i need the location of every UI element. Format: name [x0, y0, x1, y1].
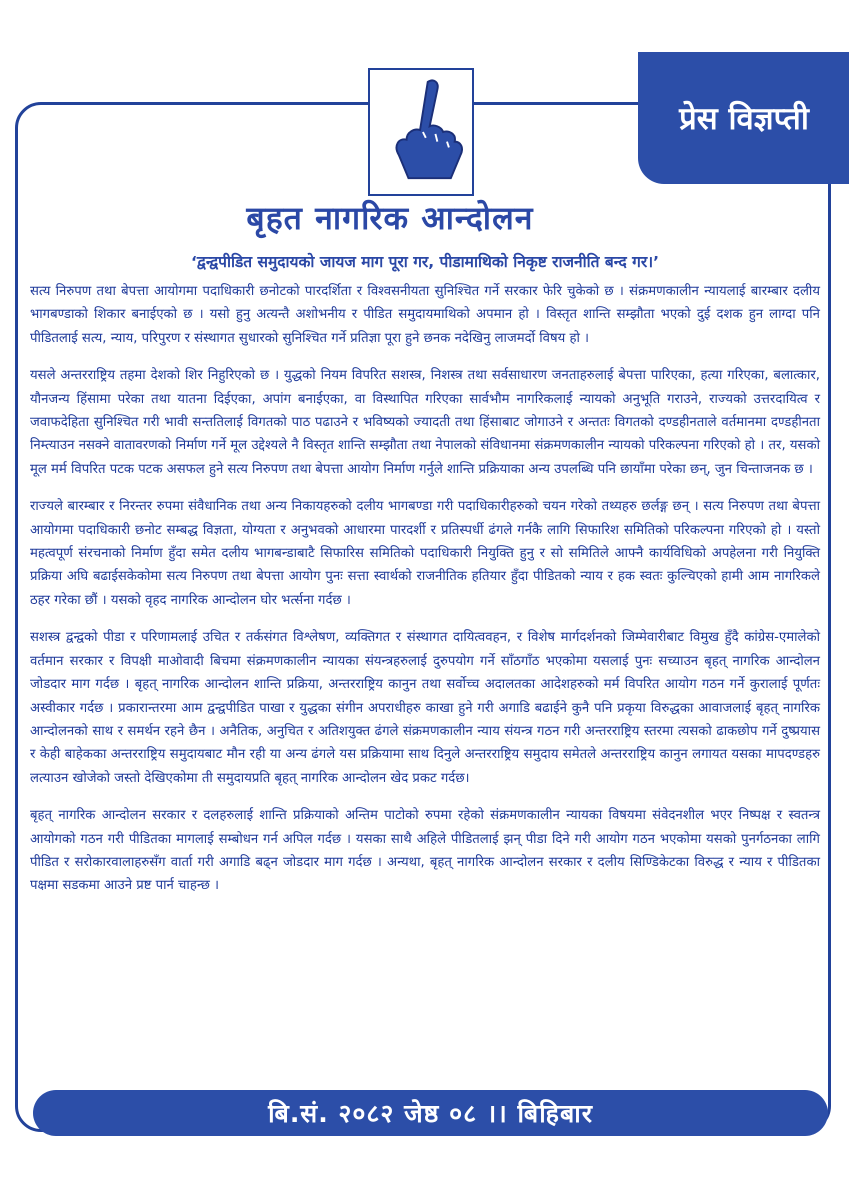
- press-release-badge: [638, 52, 849, 184]
- paragraph-4: सशस्त्र द्वन्द्वको पीडा र परिणामलाई उचित र तर्कसंगत विश्लेषण, व्यक्तिगत र संस्थागत दायित्ववहन, र विशेष मार्गदर्शनको जिम्मेवारीबाट विमुख हुँदै कांग्रेस-एमालेको वर्तमान सरकार र विपक्षी माओवादी बिचमा संक्रमणकालीन न्यायका संयन्त्रहरुलाई दुरुपयोग गर्ने साँठगाँठ भएकोमा यसलाई पुनः सच्याउन बृहत् नागरिक आन्दोलन जोडदार माग गर्दछ । बृहत् नागरिक आन्दोलन शान्ति प्रक्रिया, अन्तरराष्ट्रिय कानुन तथा सर्वोच्च अदालतका आदेशहरुको मर्म विपरित आयोग गठन गर्ने कुरालाई पूर्णतः अस्वीकार गर्दछ । प्रकारान्तरमा आम द्वन्द्वपीडित पाखा र युद्धका संगीन अपराधीहरु काखा हुने गरी अगाडि बढाईने कुनै पनि प्रकृया विरुद्धका आवाजलाई बृहत् नागरिक आन्दोलनको साथ र समर्थन रहने छैन । अनैतिक, अनुचित र अतिशयुक्त ढंगले संक्रमणकालीन न्याय संयन्त्र गठन गरी अन्तरराष्ट्रिय स्तरमा त्यसको ढाकछोप गर्ने दुष्प्रयास र केही बाहेकका अन्तरराष्ट्रिय समुदायबाट मौन रही या अन्य ढंगले यस प्रक्रियामा साथ दिनुले अन्तरराष्ट्रिय समुदाय समेतले अन्तरराष्ट्रिय कानुन लगायत यसका मापदण्डहरु लत्याउन खोजेको जस्तो देखिएकोमा ती समुदायप्रति बृहत् नागरिक आन्दोलन खेद प्रकट गर्दछ।: [30, 630, 820, 786]
- date-text: बि.सं. २०८२ जेष्ठ ०८ ।। बिहिबार: [268, 1099, 593, 1128]
- page-title: बृहत नागरिक आन्दोलन: [246, 199, 534, 237]
- slogan: ‘द्वन्द्वपीडित समुदायको जायज माग पूरा गर, पीडामाथिको निकृष्ट राजनीति बन्द गर।’: [191, 253, 659, 271]
- paragraph-5: बृहत् नागरिक आन्दोलन सरकार र दलहरुलाई शान्ति प्रक्रियाको अन्तिम पाटोको रुपमा रहेको संक्रमणकालीन न्यायका विषयमा संवेदनशील भएर निष्पक्ष र स्वतन्त्र आयोगको गठन गरी पीडितका मागलाई सम्बोधन गर्न अपिल गर्दछ । यसका साथै अहिले पीडितलाई झन् पीडा दिने गरी आयोग गठन भएकोमा यसको पुनर्गठनका लागि पीडित र सरोकारवालाहरुसँग वार्ता गरी अगाडि बढ्न जोडदार माग गर्दछ । अन्यथा, बृहत् नागरिक आन्दोलन सरकार र दलीय सिण्डिकेटका विरुद्ध र न्याय र पीडितका पक्षमा सडकमा आउने प्रष्ट पार्न चाहन्छ ।: [30, 808, 820, 894]
- date-bar: [33, 1090, 828, 1136]
- paragraph-3: राज्यले बारम्बार र निरन्तर रुपमा संवैधानिक तथा अन्य निकायहरुको दलीय भागबण्डा गरी पदाधिकारीहरुको चयन गरेको तथ्यहरु छर्लङ्ग छन् । सत्य निरुपण तथा बेपत्ता आयोगमा पदाधिकारी छनोट सम्बद्ध विज्ञता, योग्यता र अनुभवको आधारमा पारदर्शी र प्रतिस्पर्धी ढंगले गर्नकै लागि सिफारिश समितिको परिकल्पना गरिएको हो । यस्तो महत्वपूर्ण संरचनाको निर्माण हुँदा समेत दलीय भागबन्डाबाटै सिफारिस समितिको पदाधिकारी नियुक्ति हुनु र सो समितिले आफ्नै कार्यविधिको अपहेलना गरी नियुक्ति प्रक्रिया अघि बढाईसकेकोमा सत्य निरुपण तथा बेपत्ता आयोग पुनः सत्ता स्वार्थको राजनीतिक हतियार हुँदा पीडितको न्याय र हक स्वतः कुल्चिएको हामी आम नागरिकले ठहर गरेका छौं । यसको वृहद नागरिक आन्दोलन घोर भर्त्सना गर्दछ ।: [30, 499, 820, 608]
- paragraph-1: सत्य निरुपण तथा बेपत्ता आयोगमा पदाधिकारी छनोटको पारदर्शिता र विश्वसनीयता सुनिश्चित गर्ने सरकार फेरि चुकेको छ । संक्रमणकालीन न्यायलाई बारम्बार दलीय भागबण्डाको शिकार बनाईएको छ । यसो हुनु अत्यन्तै अशोभनीय र पीडित समुदायमाथिको अपमान हो । विस्तृत शान्ति सम्झौता भएको दुई दशक हुन लाग्दा पनि पीडितलाई सत्य, न्याय, परिपुरण र संस्थागत सुधारको सुनिश्चित गर्ने प्रतिज्ञा पूरा हुने छनक नदेखिनु लाजमर्दो विषय हो ।: [30, 284, 820, 346]
- paragraph-2: यसले अन्तरराष्ट्रिय तहमा देशको शिर निहुरिएको छ । युद्धको नियम विपरित सशस्त्र, निशस्त्र तथा सर्वसाधारण जनताहरुलाई बेपत्ता पारिएका, हत्या गरिएका, बलात्कार, यौनजन्य हिंसामा परेका तथा यातना दिईएका, अपांग बनाईएका, वा विस्थापित गरिएका सार्वभौम नागरिकलाई न्यायको अनुभूति गराउने, राज्यको उत्तरदायित्व र जवाफदेहिता सुनिश्चित गरी भावी सन्ततिलाई विगतको पाठ पढाउने र भविष्यको ज्यादती तथा हिंसाबाट जोगाउने र अन्ततः विगतको दण्डहीनताले वर्तमानमा दण्डहीनता निम्त्याउन नसक्ने वातावरणको निर्माण गर्ने मूल उद्देश्यले नै विस्तृत शान्ति सम्झौता तथा नेपालको संविधानमा संक्रमणकालीन न्यायको परिकल्पना गरिएको हो । तर, यसको मूल मर्म विपरित पटक पटक असफल हुने सत्य निरुपण तथा बेपत्ता आयोग निर्माण गर्नुले शान्ति प्रक्रियाका अन्य उपलब्धि पनि छायाँमा परेका छन्, जुन चिन्ताजनक छ ।: [30, 368, 820, 477]
- logo: [368, 68, 474, 196]
- statement-body: [30, 280, 820, 912]
- badge-text: प्रेस विज्ञप्ती: [679, 101, 809, 137]
- raised-index-finger-icon: [370, 70, 472, 194]
